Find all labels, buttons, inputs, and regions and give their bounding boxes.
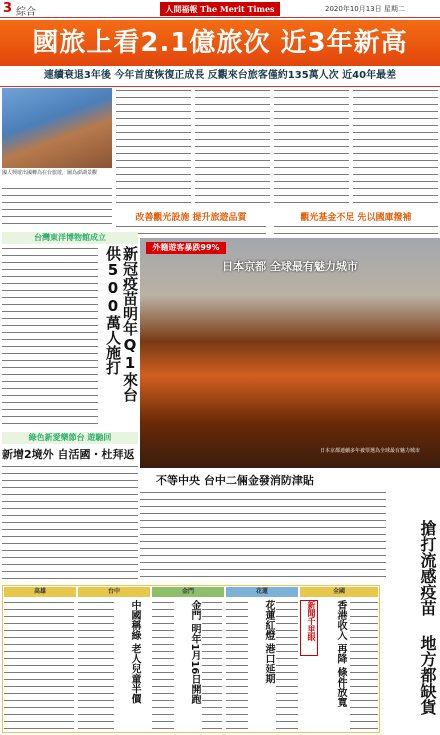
- lead-photo-caption: 國人興遊出國轉為在台旅遊，圖為澎湖景觀: [2, 170, 98, 176]
- news-tag: 新聞千里眼: [300, 600, 318, 656]
- text-column-17: [350, 600, 378, 730]
- tab-national: 全國: [300, 587, 378, 597]
- headline-taichung: 不等中央 台中二倆金發消防津貼: [156, 474, 314, 487]
- divider: [0, 86, 440, 87]
- text-column-2: [116, 88, 191, 208]
- photo-badge: 外籍遊客暴跌99%: [146, 242, 226, 254]
- vertical-item-3: 花蓮紅燈 港口延期: [263, 600, 274, 684]
- subhead-facilities: 改善觀光設施 提升旅遊品質: [135, 213, 247, 223]
- subhead-fund: 觀光基金不足 先以國庫撥補: [300, 213, 412, 223]
- vertical-headline-flu: 搶打流感疫苗 地方都缺貨: [418, 520, 437, 715]
- text-column-6: [116, 224, 266, 236]
- section-label: 綜合: [16, 7, 36, 18]
- text-column-13: [152, 600, 174, 730]
- text-column-9: [2, 464, 138, 582]
- photo-title: 日本京都 全球最有魅力城市: [222, 260, 358, 273]
- vertical-item-2: 金門 明年1月16日開跑: [189, 600, 200, 705]
- text-column-4: [274, 88, 349, 208]
- tab-kinmen: 金門: [152, 587, 224, 597]
- vertical-item-4: 香港收入 再降 條件放寬: [335, 600, 346, 707]
- text-column-12: [78, 600, 114, 730]
- tab-kaohsiung: 高雄: [4, 587, 76, 597]
- text-column-5: [353, 88, 438, 208]
- subhead-museum: 台灣東洋博物館成立: [2, 232, 138, 244]
- text-column-14: [202, 600, 222, 730]
- lead-photo: [2, 88, 112, 168]
- page-number: 3: [3, 1, 13, 16]
- main-headline: 國旅上看2.1億旅次 近3年新高: [0, 20, 440, 66]
- text-column-10: [140, 490, 386, 582]
- text-column-3: [195, 88, 270, 208]
- photo-caption: 日本京都連續多年被票選為全球最有魅力城市: [320, 448, 421, 454]
- vertical-item-1: 中國稱綠 老人兒童半價: [129, 600, 140, 704]
- text-column-11: [4, 600, 74, 730]
- sub-headline: 連續衰退3年後 今年首度恢復正成長 反觀來台旅客僅約135萬人次 近40年最差: [43, 70, 397, 81]
- text-column-16: [276, 600, 298, 730]
- masthead-logo: 人間福報 The Merit Times: [160, 2, 280, 16]
- subhead-music: 綠色新愛樂節台 遊馳回: [2, 432, 138, 444]
- tab-hualien: 花蓮: [226, 587, 298, 597]
- tab-taichung: 台中: [78, 587, 150, 597]
- vertical-headline-vaccine: 新冠疫苗明年Q1來台 供500萬人施打: [104, 246, 139, 402]
- text-column-8: [2, 246, 98, 430]
- text-column-1: [2, 186, 112, 230]
- text-column-7: [274, 224, 438, 236]
- text-column-15: [226, 600, 248, 730]
- date-line: 2020年10月13日 星期二: [325, 5, 405, 13]
- headline-quarantine: 新增2境外 自活國・杜拜返: [2, 448, 135, 461]
